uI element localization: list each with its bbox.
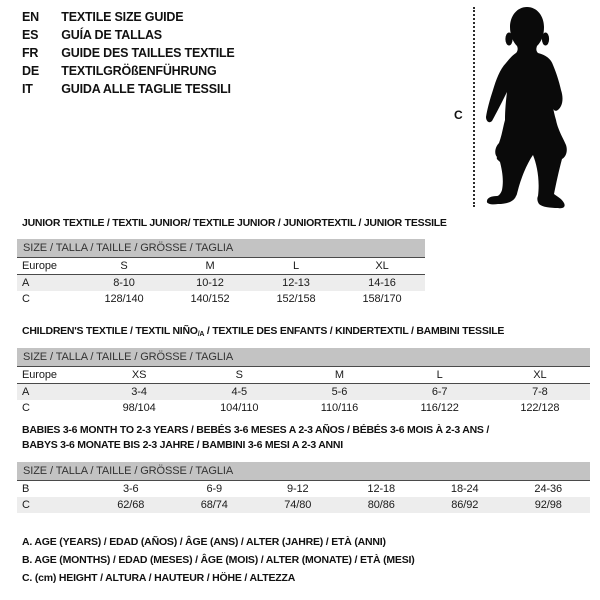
cell-value: 12-18 — [367, 483, 396, 495]
cell-size: L — [390, 367, 490, 384]
cell-rowlabel: A — [22, 386, 30, 398]
babies-size-table — [17, 462, 590, 513]
cell-value: 80/86 — [367, 499, 395, 511]
cell-rowlabel: A — [22, 277, 30, 289]
cell-value: 6-7 — [431, 386, 448, 398]
cell-value: 116/122 — [420, 402, 459, 414]
children-title-text: CHILDREN'S TEXTILE / TEXTIL NIÑO — [22, 325, 198, 337]
language-row-de — [22, 62, 235, 80]
junior-size-table — [17, 239, 425, 307]
children-size-table — [17, 348, 590, 416]
children-section-title — [22, 324, 504, 342]
cell-region: Europe — [17, 258, 81, 275]
toddler-silhouette-image — [480, 0, 600, 215]
cell-value: 98/104 — [122, 402, 156, 414]
language-label: GUIDA ALLE TAGLIE TESSILI — [61, 82, 231, 96]
table-row — [17, 384, 590, 401]
language-label: GUIDE DES TAILLES TEXTILE — [61, 46, 235, 60]
cell-size: XL — [339, 258, 425, 275]
cell-value: 86/92 — [451, 499, 479, 511]
language-label: TEXTILGRÖßENFÜHRUNG — [61, 64, 217, 78]
babies-title-line2: BABYS 3-6 MONATE BIS 2-3 JAHRE / BAMBINI 3-6 MESI A 2-3 ANNI — [22, 439, 343, 451]
cell-value: 74/80 — [284, 499, 312, 511]
cell-value: 18-24 — [450, 483, 479, 495]
cell-rowlabel: C — [22, 499, 30, 511]
cell-value: 12-13 — [282, 277, 310, 289]
language-code: FR — [22, 46, 39, 60]
language-row-en — [22, 8, 235, 26]
language-row-fr — [22, 44, 235, 62]
babies-title-line1: BABIES 3-6 MONTH TO 2-3 YEARS / BEBÉS 3-6 MESES A 2-3 AÑOS / BÉBÉS 3-6 MOIS À 2-3 ANS / — [22, 424, 490, 436]
cell-value: 3-6 — [122, 483, 139, 495]
cell-value: 128/140 — [104, 293, 144, 305]
height-measure-label: C — [454, 108, 463, 122]
cell-size: S — [189, 367, 289, 384]
cell-size: M — [289, 367, 389, 384]
table-row — [17, 258, 425, 275]
legend — [22, 533, 415, 587]
cell-size: M — [167, 258, 253, 275]
size-header-bar: SIZE / TALLA / TAILLE / GRÖSSE / TAGLIA — [17, 462, 590, 481]
legend-line-b: B. AGE (MONTHS) / EDAD (MESES) / ÂGE (MOIS) / ALTER (MONATE) / ETÀ (MESI) — [22, 554, 415, 566]
language-code: EN — [22, 10, 39, 24]
language-row-it — [22, 80, 235, 98]
cell-value: 3-4 — [131, 386, 147, 398]
cell-value: 8-10 — [113, 277, 135, 289]
cell-value: 10-12 — [196, 277, 224, 289]
table-row — [17, 367, 590, 384]
cell-value: 92/98 — [534, 499, 562, 511]
table-row — [17, 291, 425, 307]
cell-value: 68/74 — [200, 499, 228, 511]
cell-value: 5-6 — [331, 386, 348, 398]
cell-size: L — [253, 258, 339, 275]
cell-value: 140/152 — [190, 293, 230, 305]
cell-value: 7-8 — [532, 386, 548, 398]
cell-size: XS — [89, 367, 189, 384]
table-row — [17, 497, 590, 513]
legend-line-c: C. (cm) HEIGHT / ALTURA / HAUTEUR / HÖHE / ALTEZZA — [22, 572, 296, 584]
size-header-bar: SIZE / TALLA / TAILLE / GRÖSSE / TAGLIA — [17, 348, 590, 367]
cell-value: 122/128 — [520, 402, 560, 414]
language-code: DE — [22, 64, 39, 78]
cell-size: XL — [490, 367, 590, 384]
cell-value: 4-5 — [231, 386, 248, 398]
height-measure-line — [473, 7, 475, 207]
cell-size: S — [81, 258, 167, 275]
language-list — [22, 8, 235, 98]
children-title-text: / TEXTILE DES ENFANTS / KINDERTEXTIL / BAMBINI TESSILE — [204, 325, 505, 337]
language-row-es — [22, 26, 235, 44]
language-label: TEXTILE SIZE GUIDE — [61, 10, 184, 24]
language-code: ES — [22, 28, 39, 42]
cell-value: 9-12 — [286, 483, 309, 495]
cell-value: 14-16 — [368, 277, 396, 289]
legend-line-a: A. AGE (YEARS) / EDAD (AÑOS) / ÂGE (ANS) / ALTER (JAHRE) / ETÀ (ANNI) — [22, 536, 386, 548]
junior-section-title: JUNIOR TEXTILE / TEXTIL JUNIOR/ TEXTILE JUNIOR / JUNIORTEXTIL / JUNIOR TESSILE — [22, 217, 447, 229]
cell-value: 24-36 — [534, 483, 563, 495]
cell-value: 62/68 — [117, 499, 145, 511]
babies-section-title — [22, 423, 489, 453]
language-label: GUÍA DE TALLAS — [61, 28, 162, 42]
cell-value: 104/110 — [220, 402, 259, 414]
size-header-bar: SIZE / TALLA / TAILLE / GRÖSSE / TAGLIA — [17, 239, 425, 258]
table-row — [17, 400, 590, 416]
cell-value: 6-9 — [206, 483, 223, 495]
cell-region: Europe — [17, 367, 89, 384]
language-code: IT — [22, 82, 33, 96]
children-title-subscript: /A — [197, 331, 205, 338]
table-row — [17, 481, 590, 498]
cell-value: 152/158 — [276, 293, 316, 305]
cell-rowlabel: C — [22, 293, 30, 305]
cell-value: 110/116 — [320, 402, 359, 414]
table-row — [17, 275, 425, 292]
cell-rowlabel: B — [22, 483, 30, 495]
cell-value: 158/170 — [362, 293, 402, 305]
cell-rowlabel: C — [22, 402, 30, 414]
